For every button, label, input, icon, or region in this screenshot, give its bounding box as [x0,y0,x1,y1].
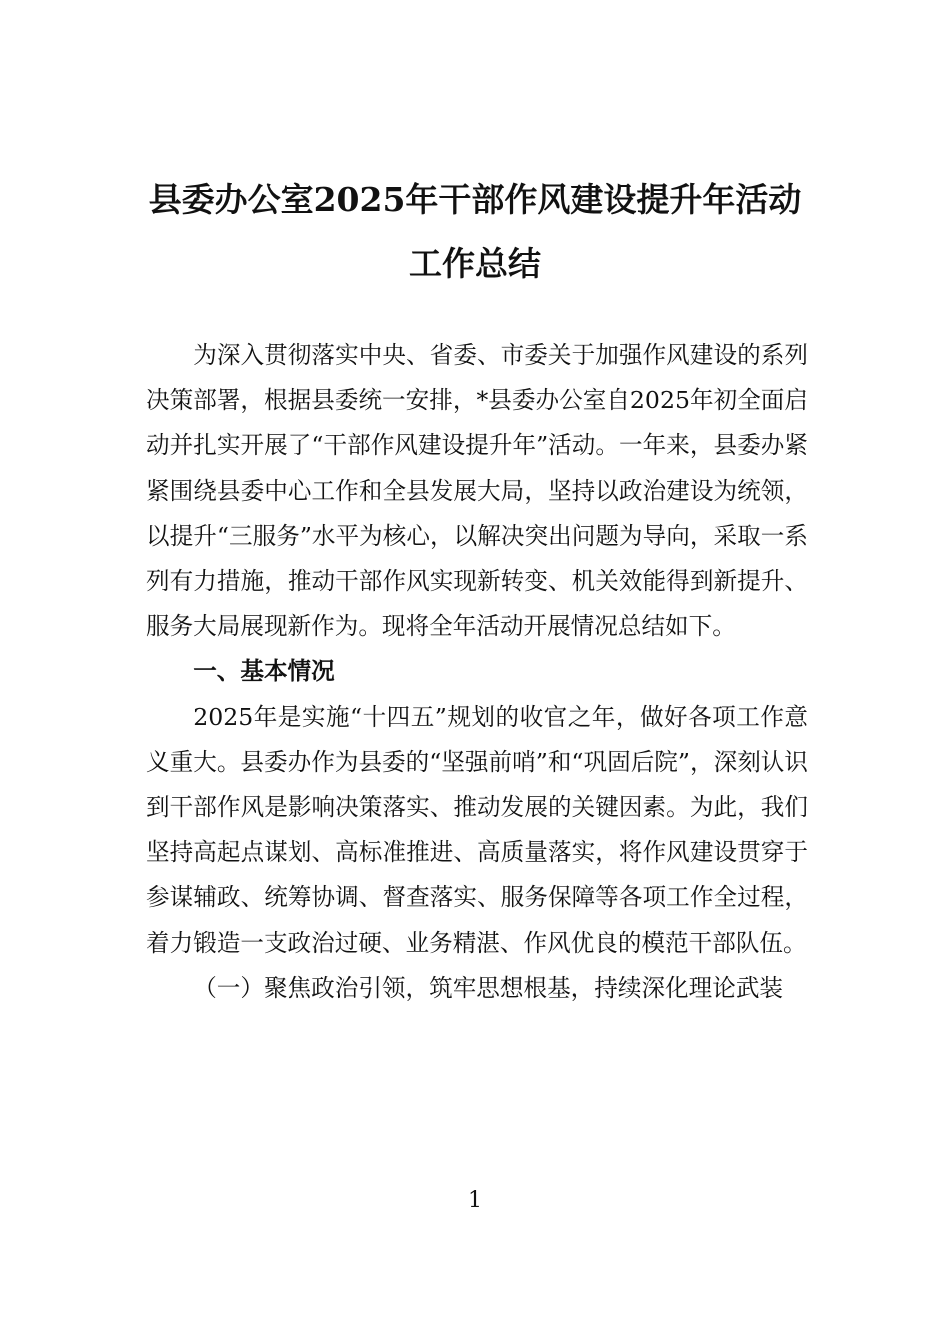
document-title: 县委办公室2025年干部作风建设提升年活动工作总结 [148,180,802,283]
basic-situation-paragraph: 2025年是实施“十四五”规划的收官之年，做好各项工作意义重大。县委办作为县委的“坚强前哨”和“巩固后院”，深刻认识到干部作风是影响决策落实、推动发展的关键因素。为此，我们坚持高起点谋划、高标准推进、高质量落实，将作风建设贯穿于参谋辅政、统筹协调、督查落实、服务保障等各项工作全过程，着力锻造一支政治过硬、业务精湛、作风优良的模范干部队伍。 [146,702,808,957]
intro-paragraph: 为深入贯彻落实中央、省委、市委关于加强作风建设的系列决策部署，根据县委统一安排，*县委办公室自2025年初全面启动并扎实开展了“干部作风建设提升年”活动。一年来，县委办紧紧围绕县委中心工作和全县发展大局，坚持以政治建设为统领，以提升“三服务”水平为核心，以解决突出问题为导向，采取一系列有力措施，推动干部作风实现新转变、机关效能得到新提升、服务大局展现新作为。现将全年活动开展情况总结如下。 [146,341,808,641]
section-heading-basic-situation: 一、基本情况 [193,657,335,686]
subsection-heading-political-leadership: （一）聚焦政治引领，筑牢思想根基，持续深化理论武装 [193,973,784,1002]
page-number: 1 [468,1188,482,1213]
document-body [146,333,808,1011]
